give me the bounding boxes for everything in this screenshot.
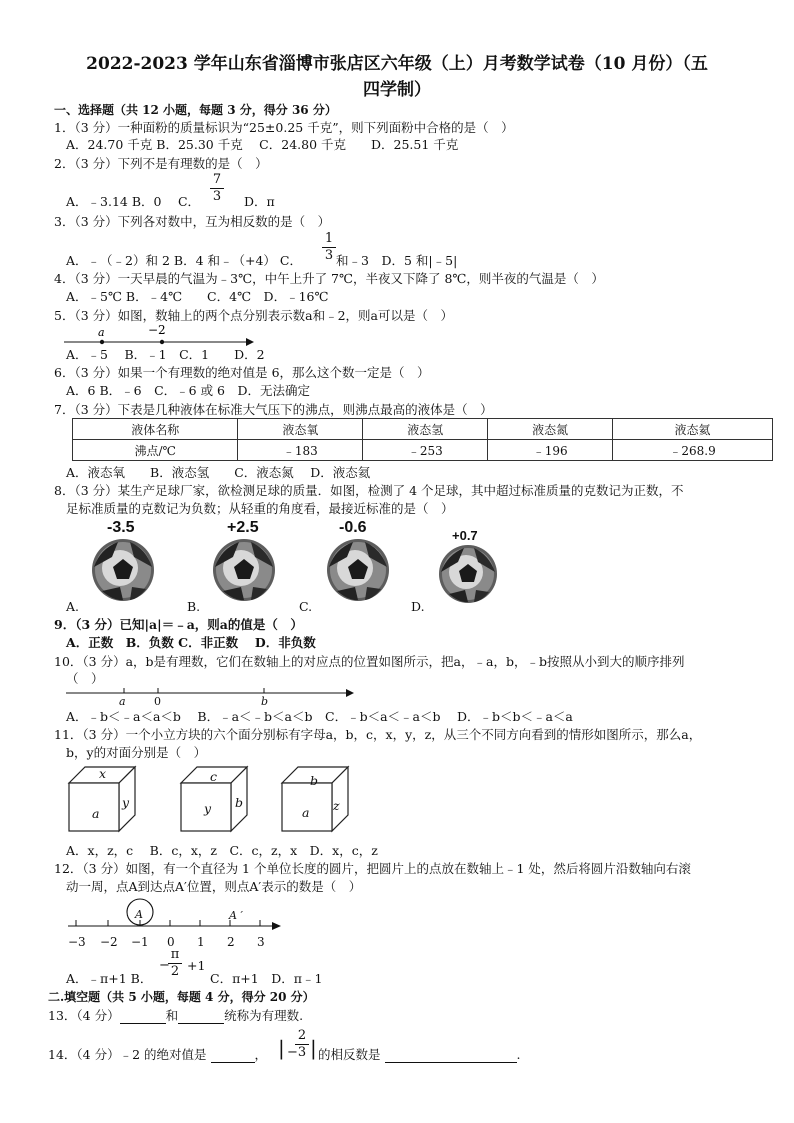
question-14-prefix [48, 1047, 267, 1063]
answer-blank-2[interactable] [178, 1011, 224, 1024]
label-zero: 0 [154, 695, 161, 708]
boiling-point-table [72, 418, 773, 461]
question-11-stem-line-2: b，y的对面分别是（ ） [66, 745, 207, 760]
label-point-A-prime: A ′ [229, 909, 243, 922]
question-11-stem-line-1: 11．（3 分）一个小立方块的六个面分别标有字母a，b，c，x，y，z，从三个不同方向看到的情形如图所示，那么a， [54, 727, 702, 742]
table-cell: ﹣183 [238, 440, 363, 461]
plus-one: +1 [187, 958, 206, 973]
label-b: b [261, 695, 269, 708]
table-header-cell: 液态氮 [488, 419, 613, 440]
cube-3-side-letter: z [333, 798, 340, 813]
tick-label: −1 [131, 935, 149, 949]
title-line-1: 2022-2023 学年山东省淄博市张店区六年级（上）月考数学试卷（10 月份）（五 [86, 54, 708, 74]
tick-label: 3 [257, 935, 265, 949]
question-2-option-d: D．π [244, 194, 275, 209]
question-5-options: A．﹣5 B．﹣1 C．1 D．2 [66, 347, 265, 362]
comma: ， [254, 1047, 268, 1062]
fraction-denominator: 3 [324, 248, 334, 263]
question-7-options: A．液态氧 B．液态氢 C．液态氮 D．液态氦 [66, 465, 371, 480]
question-4-options: A．﹣5℃ B．﹣4℃ C．4℃ D．﹣16℃ [66, 289, 329, 304]
question-10-stem: 10．（3 分）a，b是有理数，它们在数轴上的对应点的位置如图所示，把a，﹣a，b，﹣b按照从小到大的顺序排列 [54, 654, 685, 669]
fraction-numerator: 2 [297, 1028, 307, 1043]
question-3-fraction [322, 232, 336, 263]
tick-label: −3 [68, 935, 86, 949]
question-5-number-line [60, 322, 260, 348]
question-3-options-rest: 和﹣3 D．5 和|﹣5| [336, 253, 458, 268]
question-7-stem: 7．（3 分）下表是几种液体在标准大气压下的沸点，则沸点最高的液体是（ ） [54, 402, 493, 417]
ball-a-value: -3.5 [107, 519, 135, 536]
table-cell: ﹣268.9 [613, 440, 773, 461]
cube-1-top-letter: x [99, 766, 107, 781]
abs-bar-left: | [278, 1036, 285, 1060]
table-row [73, 419, 773, 440]
question-12-stem-line-1: 12．（3 分）如图，有一个直径为 1 个单位长度的圆片，把圆片上的点放在数轴上﹣1 处，然后将圆片沿数轴向右滚 [54, 861, 691, 876]
tick-label: 2 [227, 935, 235, 949]
fraction-sign: − [287, 1045, 298, 1060]
cube-2-front-letter: y [204, 801, 212, 816]
question-9-stem: 9．（3 分）已知|a|＝﹣a，则a的值是（ ） [54, 617, 303, 632]
fraction-sign: − [159, 958, 170, 973]
fraction-numerator: π [170, 947, 180, 962]
table-header-cell: 液态氧 [238, 419, 363, 440]
ball-a-option: A. [66, 599, 80, 614]
question-13-suffix: 统称为有理数. [224, 1008, 304, 1023]
question-12-number-line [64, 896, 288, 936]
cube-2-top-letter: c [210, 769, 218, 784]
answer-blank-3[interactable] [211, 1050, 255, 1063]
fraction-denominator: 3 [297, 1045, 307, 1060]
question-1-stem: 1．（3 分）一种面粉的质量标识为“25±0.25 千克”，则下列面粉中合格的是（ ） [54, 120, 514, 135]
question-6-options: A．6 B．﹣6 C．﹣6 或 6 D．无法确定 [66, 383, 311, 398]
abs-bar-right: | [310, 1036, 317, 1060]
cube-1-front-letter: a [92, 806, 100, 821]
question-14-text: 14．（4 分）﹣2 的绝对值是 [48, 1047, 207, 1062]
fraction-denominator: 3 [212, 189, 222, 204]
question-2-fraction [210, 173, 224, 204]
table-header-cell: 液体名称 [73, 419, 238, 440]
label-minus-2: −2 [148, 323, 166, 337]
question-12-stem-line-2: 动一周，点A到达点A′位置，则点A′表示的数是（ ） [66, 879, 362, 894]
table-cell: ﹣196 [488, 440, 613, 461]
tick-label: 0 [167, 935, 175, 949]
cube-3-top-letter: b [310, 773, 319, 788]
fraction-numerator: 7 [212, 172, 222, 187]
question-11-options: A．x，z，c B．c，x，z C．c，z，x D．x，c，z [66, 843, 378, 858]
table-header-cell: 液态氢 [363, 419, 488, 440]
soccer-ball-icon [211, 537, 277, 603]
question-10-paren: （ ） [66, 671, 104, 686]
ball-c-value: -0.6 [339, 519, 367, 536]
cube-3-front-letter: a [302, 805, 310, 820]
label-a: a [119, 695, 126, 708]
answer-blank-4[interactable] [385, 1050, 517, 1063]
question-13 [48, 1008, 303, 1024]
label-a: a [98, 326, 105, 339]
question-14-text-2: 的相反数是 [318, 1047, 381, 1062]
question-8-stem-line-1: 8．（3 分）某生产足球厂家，欲检测足球的质量．如图，检测了 4 个足球，其中超过标准质量的克数记为正数，不 [54, 483, 684, 498]
point-minus-2 [160, 340, 164, 344]
table-row [73, 440, 773, 461]
cube-2-side-letter: b [235, 795, 244, 810]
question-8-stem-line-2: 足标准质量的克数记为负数；从轻重的角度看，最接近标准的是（ ） [66, 501, 454, 516]
question-3-stem: 3．（3 分）下列各对数中，互为相反数的是（ ） [54, 214, 331, 229]
question-12-options-rest: C．π+1 D．π﹣1 [210, 971, 323, 986]
question-5-stem: 5．（3 分）如图，数轴上的两个点分别表示数a和﹣2，则a可以是（ ） [54, 308, 453, 323]
ball-b-value: +2.5 [227, 519, 259, 536]
question-10-options: A．﹣b＜﹣a＜a＜b B．﹣a＜﹣b＜a＜b C．﹣b＜a＜﹣a＜b D．﹣b＜b＜﹣a＜a [66, 709, 573, 724]
label-point-A: A [135, 908, 143, 921]
question-13-prefix: 13．（4 分） [48, 1008, 120, 1023]
ball-c-option: C. [299, 599, 313, 614]
fraction-denominator: 2 [170, 964, 180, 979]
question-9-options: A．正数 B．负数 C．非正数 D．非负数 [66, 635, 316, 650]
answer-blank-1[interactable] [120, 1011, 166, 1024]
question-12-fraction [168, 948, 182, 979]
question-14-rest [318, 1047, 520, 1063]
ball-d-option: D. [411, 599, 425, 614]
soccer-ball-icon [90, 537, 156, 603]
question-2-stem: 2．（3 分）下列不是有理数的是（ ） [54, 156, 268, 171]
section-heading-fill: 二.填空题（共 5 小题，每题 4 分，得分 20 分） [48, 990, 315, 1004]
question-14-fraction [295, 1029, 309, 1060]
soccer-ball-icon [325, 537, 391, 603]
table-header-cell: 液态氦 [613, 419, 773, 440]
question-2-options-a-c: A．﹣3.14 B．0 C． [66, 194, 201, 209]
question-1-options: A．24.70 千克 B．25.30 千克 C．24.80 千克 D．25.51 千克 [66, 137, 459, 152]
table-cell: ﹣253 [363, 440, 488, 461]
section-heading-choice: 一、选择题（共 12 小题，每题 3 分，得分 36 分） [54, 103, 337, 117]
tick-label: −2 [100, 935, 118, 949]
period: . [516, 1047, 521, 1062]
question-10-number-line [62, 686, 358, 702]
question-12-options-a-b: A．﹣π+1 B． [66, 971, 153, 986]
title-line-2: 四学制） [363, 80, 431, 100]
cube-1-side-letter: y [122, 795, 130, 810]
fraction-numerator: 1 [324, 231, 334, 246]
question-4-stem: 4．（3 分）一天早晨的气温为﹣3℃，中午上升了 7℃，半夜又下降了 8℃，则半夜的气温是（ ） [54, 271, 604, 286]
tick-label: 1 [197, 935, 205, 949]
soccer-ball-icon [438, 544, 498, 604]
question-6-stem: 6．（3 分）如果一个有理数的绝对值是 6，那么这个数一定是（ ） [54, 365, 430, 380]
ball-b-option: B. [187, 599, 201, 614]
point-a [100, 340, 104, 344]
question-13-and: 和 [165, 1008, 179, 1023]
table-cell: 沸点/℃ [73, 440, 238, 461]
ball-d-value: +0.7 [452, 528, 478, 543]
question-3-options-a-c: A．﹣（﹣2）和 2 B．4 和﹣（+4） C． [66, 253, 302, 268]
page-title [40, 51, 754, 103]
